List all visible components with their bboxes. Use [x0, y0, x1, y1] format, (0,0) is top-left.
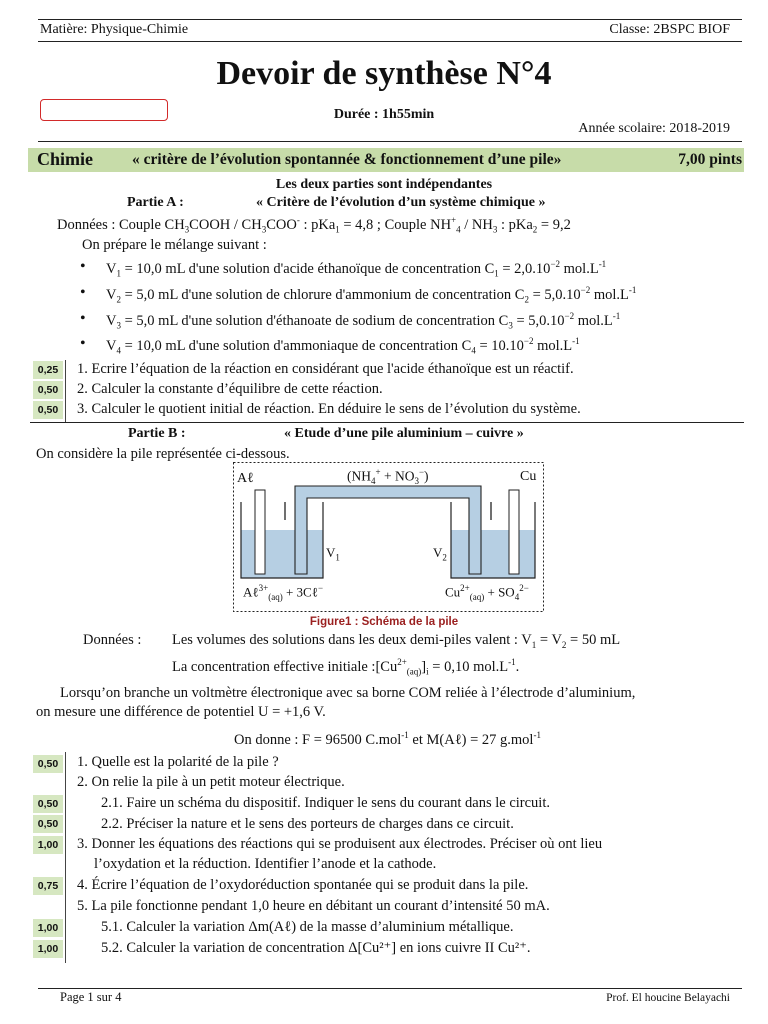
score-badge: 1,00: [33, 940, 63, 958]
top-rule: [38, 19, 742, 20]
question-b5: 5. La pile fonctionne pendant 1,0 heure en débitant un courant d’intensité 50 mA.: [77, 898, 550, 914]
partB-title: « Etude d’une pile aluminium – cuivre »: [284, 426, 524, 441]
score-rule: [65, 360, 66, 422]
header-bottom-rule: [38, 141, 742, 142]
question-b3-cont: l’oxydation et la réduction. Identifier l’anode et la cathode.: [94, 856, 437, 872]
section-rule: [30, 422, 744, 423]
score-badge: 1,00: [33, 836, 63, 854]
banner-title: « critère de l’évolution spontannée & fonctionnement d’une pile»: [132, 151, 562, 168]
v1-label: $V_1$: [326, 545, 340, 563]
school-year: Année scolaire: 2018-2019: [578, 121, 730, 136]
score-badge: 1,00: [33, 919, 63, 937]
question-b5-2: 5.2. Calculer la variation de concentration Δ[Cu²⁺] en ions cuivre II Cu²⁺.: [101, 940, 531, 956]
partB-given: On donne : F = 96500 C.mol$^{-1}$ et M(Aℓ) = 27 g.mol$^{-1}$: [234, 730, 541, 748]
aluminium-electrode: [255, 490, 265, 574]
right-solution-label: $Cu^{2+}_{(aq)} + SO_4^{2-}$: [445, 583, 529, 602]
chemistry-banner: [28, 148, 744, 172]
question-b1: 1. Quelle est la polarité de la pile ?: [77, 754, 279, 770]
list-item: • $V_4 = 10,0$ mL d'une solution d'ammoniaque de concentration $C_4 = 10.10^{-2}$ $mol.L^{-1}$: [106, 336, 580, 356]
question-b3: 3. Donner les équations des réactions qui se produisent aux électrodes. Préciser où ont lieu: [77, 836, 603, 852]
partA-label: Partie A :: [127, 195, 184, 210]
footer-rule: [38, 988, 742, 989]
author: Prof. El houcine Belayachi: [606, 992, 730, 1004]
score-badge: 0,25: [33, 361, 63, 379]
left-electrode-label: Aℓ: [237, 471, 254, 486]
question-b5-1: 5.1. Calculer la variation Δm(Aℓ) de la masse d’aluminium métallique.: [101, 919, 514, 935]
cell-figure: [233, 462, 544, 612]
score-badge: 0,75: [33, 877, 63, 895]
question-b4: 4. Écrire l’équation de l’oxydoréduction spontanée qui se produit dans la pile.: [77, 877, 529, 893]
left-electrolyte: [241, 530, 323, 578]
list-item: • $V_3 = 5,0$ mL d'une solution d'éthanoate de sodium de concentration $C_3 = 5,0.10^{-2}$ $mol.L^{-1}$: [106, 311, 620, 331]
score-badge: 0,50: [33, 815, 63, 833]
score-badge: 0,50: [33, 795, 63, 813]
partB-label: Partie B :: [128, 426, 186, 441]
list-item: • $V_1 = 10,0$ mL d'une solution d'acide éthanoïque de concentration $C_1 = 2,0.10^{-2}$ $mol.L^{-1}$: [106, 259, 606, 279]
question-b2-2: 2.2. Préciser la nature et le sens des porteurs de charges dans ce circuit.: [101, 816, 514, 832]
subject-label: Matière: Physique-Chimie: [40, 22, 189, 37]
banner-points: 7,00 pints: [678, 151, 742, 168]
question-a2: 2. Calculer la constante d’équilibre de cette réaction.: [77, 381, 383, 397]
partA-prep: On prépare le mélange suivant :: [82, 237, 267, 253]
partB-data-volumes: Les volumes des solutions dans les deux demi-piles valent : $V_1 = V_2 = 50$ mL: [172, 632, 621, 650]
list-item: • $V_2 = 5,0$ mL d'une solution de chlorure d'ammonium de concentration $C_2 = 5,0.10^{-2}$ $mol.L^{-1}$: [106, 285, 636, 305]
score-badge: 0,50: [33, 401, 63, 419]
partB-intro: On considère la pile représentée ci-dessous.: [36, 446, 290, 462]
partA-title: « Critère de l’évolution d’un système chimique »: [256, 195, 546, 210]
question-a1: 1. Ecrire l’équation de la réaction en considérant que l'acide éthanoïque est un réactif.: [77, 361, 574, 377]
header-rule: [38, 41, 742, 42]
duration: Durée : 1h55min: [333, 107, 435, 122]
score-badge: 0,50: [33, 755, 63, 773]
copper-electrode: [509, 490, 519, 574]
banner-label: Chimie: [37, 149, 93, 169]
figure-caption: Figure1 : Schéma de la pile: [309, 616, 459, 628]
v2-label: $V_2$: [433, 545, 447, 563]
partB-para2: on mesure une différence de potentiel U = +1,6 V.: [36, 704, 326, 720]
question-b2: 2. On relie la pile à un petit moteur électrique.: [77, 774, 345, 790]
question-b2-1: 2.1. Faire un schéma du dispositif. Indiquer le sens du courant dans le circuit.: [101, 795, 550, 811]
score-rule: [65, 752, 66, 963]
partB-data-label: Données :: [83, 632, 142, 648]
page-title: Devoir de synthèse N°4: [216, 55, 552, 92]
partA-data: Données : Couple $CH_3COOH / CH_3COO^-$ : pKa$_1$ = 4,8 ; Couple $NH^+_4 / NH_3$ : pKa$_2$ = 9,2: [57, 215, 571, 235]
question-a3: 3. Calculer le quotient initial de réaction. En déduire le sens de l’évolution du système.: [77, 401, 581, 417]
class-label: Classe: 2BSPC BIOF: [609, 22, 730, 37]
right-electrode-label: Cu: [520, 469, 537, 484]
page-number: Page 1 sur 4: [60, 990, 122, 1004]
score-badge: 0,50: [33, 381, 63, 399]
partB-data-concentration: La concentration effective initiale $:[Cu^{2+}_{(aq)}]_i = 0,10$ $mol.L^{-1}$.: [172, 657, 520, 677]
partB-para1: Lorsqu’on branche un voltmètre électronique avec sa borne COM reliée à l’électrode d’aluminium,: [60, 685, 636, 701]
left-solution-label: Aℓ$^{3+}_{(aq)}$ + 3Cℓ−: [243, 583, 324, 602]
independent-note: Les deux parties sont indépendantes: [275, 177, 493, 192]
bridge-label: $(NH_4^+ + NO_3^-)$: [347, 467, 429, 487]
right-electrolyte: [451, 530, 535, 578]
